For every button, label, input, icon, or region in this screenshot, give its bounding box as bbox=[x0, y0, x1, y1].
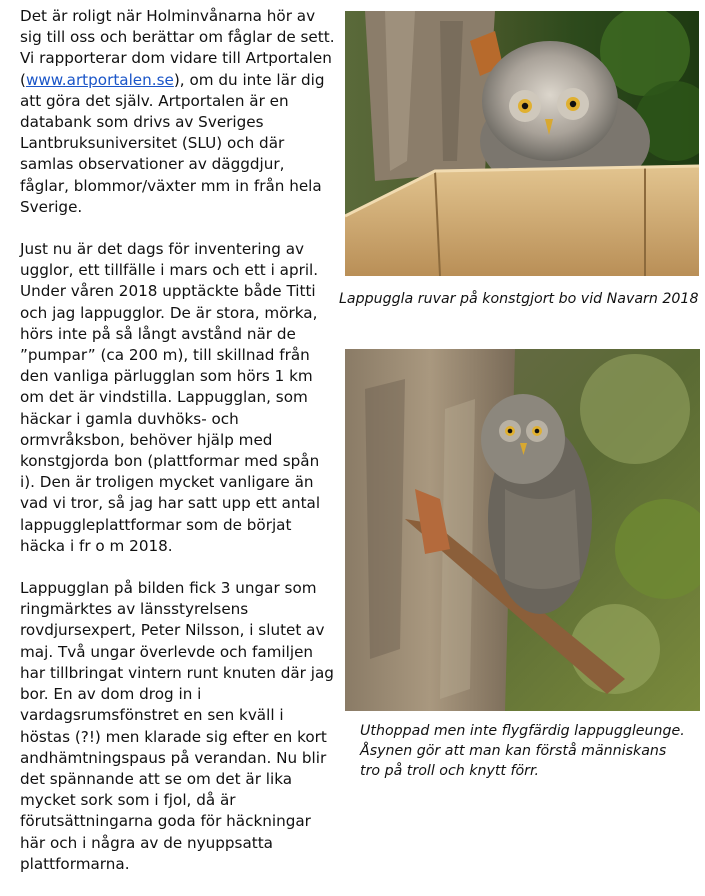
paragraph-owlets: Lappugglan på bilden fick 3 ungar som ringmärktes av länsstyrelsens rovdjursexpert, Peter Nilsson, i slutet av maj. Två ungar överlevde och familjen har tillbringat vintern runt knuten där jag bor. En av dom drog in i vardagsrumsfönstret en sen kväll i höstas (?!) men klarade sig efter en kort andhämtningspaus på verandan. Nu blir det spännande att se om det är lika mycket sork som i fjol, då är förutsättningarna goda för häckningar här och i några av de nyuppsatta plattformarna. bbox=[20, 579, 334, 873]
caption-bottom-line-2: Åsynen gör att man kan förstå människans bbox=[360, 743, 667, 759]
artportalen-link[interactable]: www.artportalen.se bbox=[25, 70, 174, 89]
caption-top-photo: Lappuggla ruvar på konstgjort bo vid Navarn 2018 bbox=[339, 291, 699, 307]
paragraph-inventory: Just nu är det dags för inventering av ugglor, ett tillfälle i mars och ett i april. Under våren 2018 upptäckte både Titti och jag lappugglor. De är stora, mörka, hörs inte på så långt avstånd när de ”pumpar” (ca 200 m), till skillnad från den vanliga pärlugglan som hörs 1 km om det är vindstilla. Lappugglan, som häckar i gamla duvhöks- och ormvråksbon, behöver hjälp med konstgjorda bon (plattformar med spån i). Den är troligen mycket vanligare än vad vi tror, så jag har satt upp ett antal lappuggleplattformar som de börjat häcka i fr o m 2018. bbox=[20, 240, 321, 555]
intro-text-start: Det är roligt när Holminvånarna hör av sig till oss och berättar om fåglar de sett. Vi rapporterar dom vidare till Artportalen ( bbox=[20, 7, 335, 89]
caption-bottom-line-3: tro på troll och knytt förr. bbox=[360, 763, 540, 779]
caption-bottom-photo bbox=[360, 721, 705, 781]
intro-text-end: ), om du inte lär dig att göra det själv. Artportalen är en databank som drivs av Sveriges Lantbruksuniversitet (SLU) och där samlas observationer av däggdjur, fåglar, blommor/växter mm in från hela Sverige. bbox=[20, 70, 325, 216]
photo-owl-on-platform bbox=[345, 11, 699, 276]
caption-bottom-line-1: Uthoppad men inte flygfärdig lappuggleunge. bbox=[360, 723, 685, 739]
photo-owlet-on-branch bbox=[345, 349, 700, 711]
article-text bbox=[20, 6, 338, 896]
paragraph-intro bbox=[20, 6, 338, 218]
